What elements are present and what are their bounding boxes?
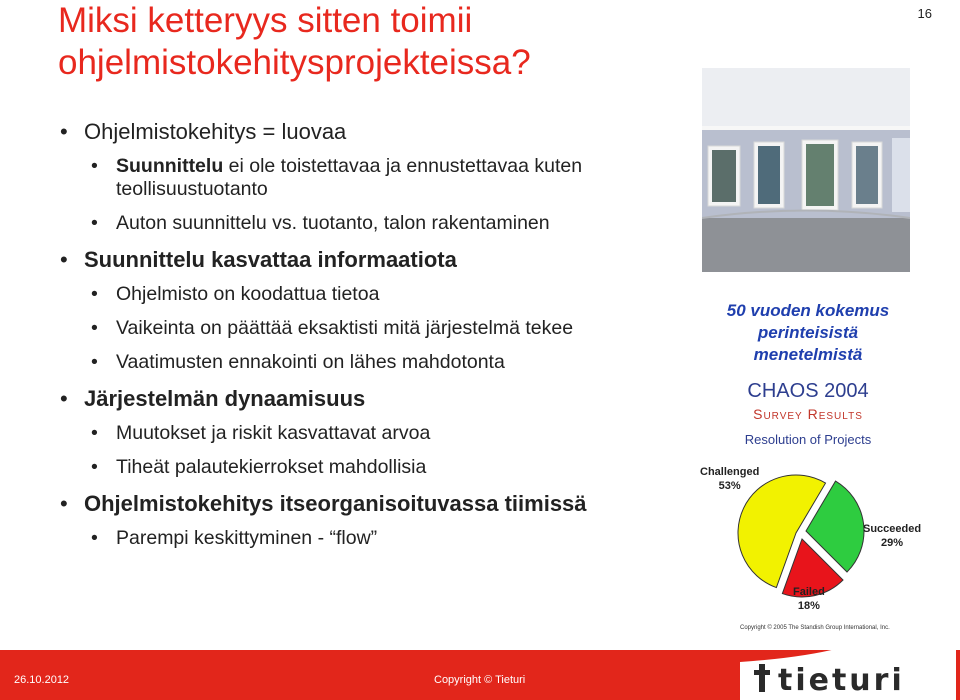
bullet-level2: • Parempi keskittyminen - “flow” — [58, 527, 708, 550]
slice-label-challenged — [700, 465, 759, 493]
logo-wordmark: tieturi — [778, 663, 905, 698]
footer-copyright: Copyright © Tieturi — [434, 674, 526, 686]
chaos-resolution-heading: Resolution of Projects — [744, 432, 872, 447]
bullet-level2: • Muutokset ja riskit kasvattavat arvoa — [58, 422, 708, 445]
bullet-level1: • Suunnittelu kasvattaa informaatiota — [58, 246, 708, 274]
slice-name: Challenged — [700, 466, 760, 478]
page-number: 16 — [917, 6, 932, 21]
tieturi-logo — [740, 648, 956, 700]
slice-name: Succeeded — [863, 523, 922, 535]
footer-date: 26.10.2012 — [14, 674, 70, 686]
room-photo — [702, 68, 910, 272]
bullet-bold-part: Suunnittelu — [116, 155, 224, 177]
bullet-list — [58, 118, 708, 561]
pie-chart — [700, 455, 930, 615]
bullet-level2: • Vaatimusten ennakointi on lähes mahdotonta — [58, 351, 708, 374]
bullet-level1: • Ohjelmistokehitys = luovaa — [58, 118, 708, 146]
slice-label-succeeded — [863, 522, 921, 550]
bullet-level1: • Järjestelmän dynaamisuus — [58, 385, 708, 413]
slice-value: 29% — [881, 537, 904, 549]
chaos-subtitle: Survey Results — [753, 406, 863, 422]
bullet-text: ei ole toistettavaa ja ennustettavaa kuten teollisuustuotanto — [116, 155, 583, 200]
chart-copyright: Copyright © 2005 The Standish Group International, Inc. — [740, 625, 890, 631]
slide-title: Miksi ketteryys sitten toimii ohjelmistokehitysprojekteissa? — [58, 1, 531, 82]
slice-value: 18% — [797, 600, 820, 612]
bullet-level2: • Ohjelmisto on koodattua tietoa — [58, 283, 708, 306]
slice-value: 53% — [718, 480, 741, 492]
chaos-title: CHAOS 2004 — [747, 380, 869, 402]
bullet-level1: • Ohjelmistokehitys itseorganisoituvassa tiimissä — [58, 490, 708, 518]
bullet-level2: • Auton suunnittelu vs. tuotanto, talon rakentaminen — [58, 212, 708, 235]
bullet-level2 — [58, 155, 708, 201]
experience-callout: 50 vuoden kokemus perinteisistä menetelmistä — [726, 301, 890, 364]
slice-name: Failed — [793, 586, 825, 598]
bullet-level2: • Tiheät palautekierrokset mahdollisia — [58, 456, 708, 479]
room-photo-illustration — [702, 68, 910, 272]
slice-label-failed — [793, 585, 825, 613]
bullet-level2: • Vaikeinta on päättää eksaktisti mitä järjestelmä tekee — [58, 317, 708, 340]
